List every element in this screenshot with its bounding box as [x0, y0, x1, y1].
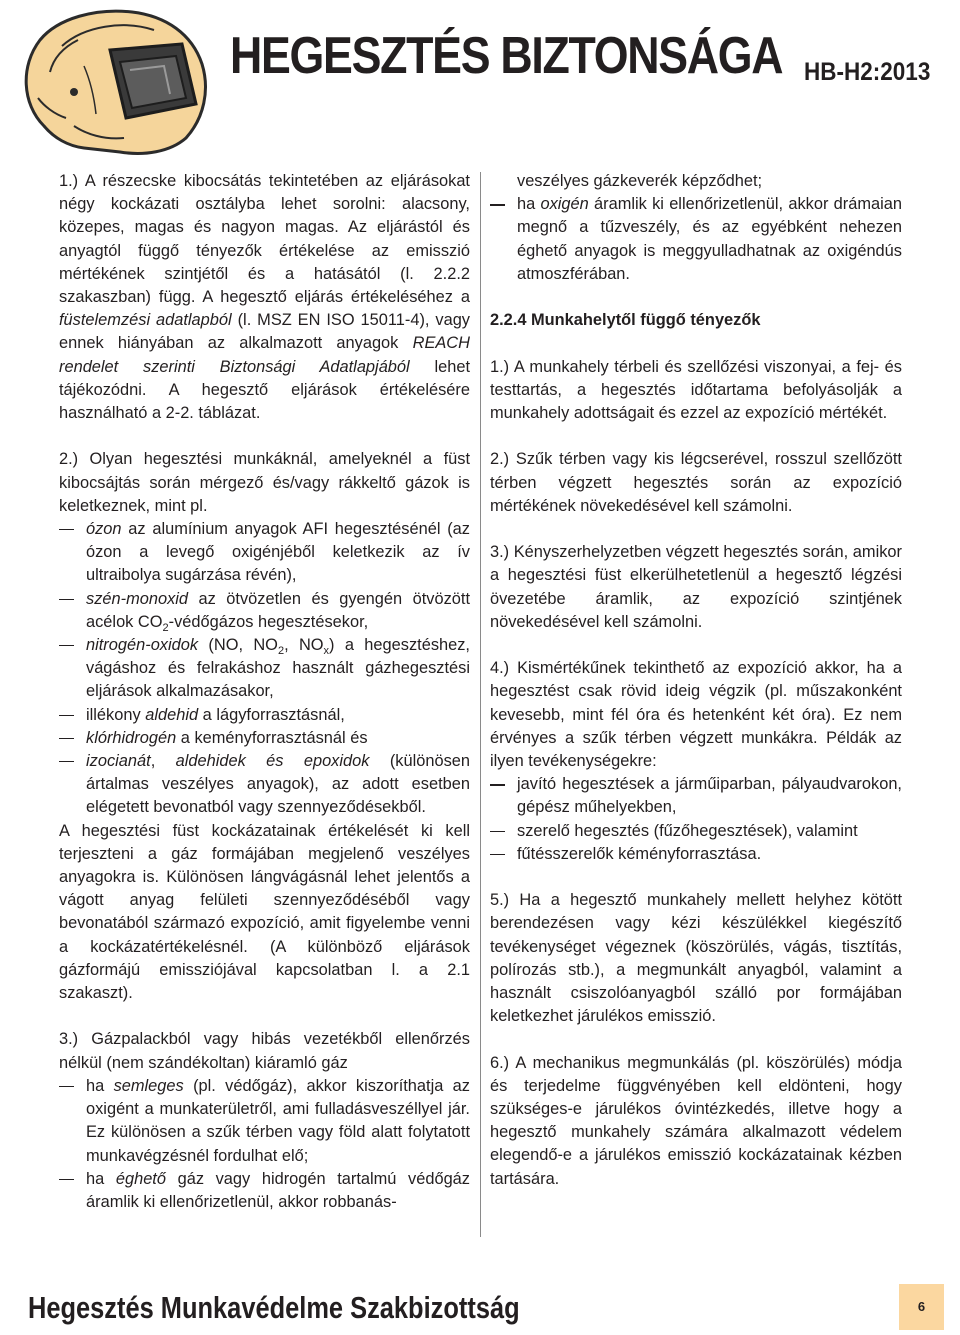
- list-item: szén-monoxid az ötvözetlen és gyengén ötvözött acélok $CO_2$-védőgázos hegesztésekor,: [59, 588, 470, 634]
- list-item: ha éghető gáz vagy hidrogén tartalmú védőgáz áramlik ki ellenőrizetlenül, akkor robbanás-: [59, 1168, 470, 1214]
- page-number: 6: [899, 1284, 944, 1330]
- paragraph-2: 2.) Olyan hegesztési munkáknál, amelyeknél a füst kibocsájtás során mérgező és/vagy rákkeltő gázok is keletkeznek, mint pl.: [59, 450, 470, 515]
- section-heading: 2.2.4 Munkahelytől függő tényezők: [490, 311, 761, 330]
- column-divider: [480, 172, 481, 1237]
- footer-organization: Hegesztés Munkavédelme Szakbizottság: [28, 1290, 520, 1325]
- continued-text: veszélyes gázkeverék képződhet;: [517, 172, 763, 190]
- paragraph-4: 4.) Kismértékűnek tekinthető az expozíció akkor, ha a hegesztést csak rövid ideig végzik (pl. műszakonként kevesebb, mint fél óra és hetenként két óra). Ez nem érvényes a szűk térben végzett munkákra. Példák az ilyen tevékenységekre:: [490, 659, 902, 770]
- paragraph-1: 1.) A részecske kibocsátás tekintetében az eljárásokat négy kockázati osztályba lehet sorolni: alacsony, közepes, magas és nagyon magas. Az eljárástól és anyagtól függő tényezők értékelése az emisszió mértékének szintjétől és a hatásától (l. 2.2.2 szakaszban) függ. A hegesztő eljárás értékeléséhez a füstelemzési adatlapból (l. MSZ EN ISO 15011-4), vagy ennek hiányában az alkalmazott anyagok REACH rendelet szerinti Biztonsági Adatlapjából lehet tájékozódni. A hegesztő eljárások értékelésére használható a 2-2. táblázat.: [59, 172, 471, 423]
- paragraph-5: 5.) Ha a hegesztő munkahely mellett helyhez kötött berendezésen vagy kézi készülékkel kiegészítő tevékenységet végeznek (köszörülés, vágás, tisztítás, polírozás stb.), a megmunkált anyagból, valamint a használt csiszolóanyagból szálló por formájában keletkezhet járulékos emisszió.: [490, 891, 902, 1026]
- paragraph-2: 2.) Szűk térben vagy kis légcserével, rosszul szellőzött térben végzett hegesztés során az expozíció mértékének növekedésével kell számolni.: [490, 450, 902, 515]
- list-item: ha semleges (pl. védőgáz), akkor kiszoríthatja az oxigént a munkaterületről, ami fulladásveszéllyel jár. Ez különösen a szűk térben vagy föld alatt folytatott munkavégzésnél fordulhat elő;: [59, 1075, 470, 1168]
- paragraph-1: 1.) A munkahely térbeli és szellőzési viszonyai, a fej- és testtartás, a hegesztés időtartama befolyásolják a munkahely adottságait és ezzel az expozíció mértékét.: [490, 357, 902, 422]
- list-item: klórhidrogén a keményforrasztásnál és: [59, 727, 470, 750]
- list-item: fűtésszerelők kéményforrasztása.: [490, 843, 902, 866]
- paragraph-4: 3.) Gázpalackból vagy hibás vezetékből ellenőrzés nélkül (nem szándékoltan) kiáramló gáz: [59, 1030, 470, 1072]
- list-item: javító hegesztések a járműiparban, pályaudvarokon, gépész műhelyekben,: [490, 773, 902, 819]
- paragraph-3: 3.) Kényszerhelyzetben végzett hegesztés során, amikor a hegesztési füst elkerülhetetlenül a hegesztő légzési övezetébe áramlik, az expozíció szintjének növekedésével kell számolni.: [490, 543, 902, 631]
- list-item: szerelő hegesztés (fűzőhegesztések), valamint: [490, 820, 902, 843]
- list-item: izocianát, aldehidek és epoxidok (különösen ártalmas veszélyes anyagok), az adott esetben elégetett bevonatból vagy szennyeződésekből.: [59, 750, 470, 820]
- left-column: [59, 170, 470, 1214]
- paragraph-6: 6.) A mechanikus megmunkálás (pl. köszörülés) módja és terjedelme függvényében kell eldönteni, hogy szükséges-e járulékos óvintézkedés, illetve hogy a hegesztő munkahely számára alkalmazott védelem elegendő-e a járulékos emisszió kockázatainak kézben tartására.: [490, 1053, 902, 1188]
- page-title: HEGESZTÉS BIZTONSÁGA: [230, 27, 783, 85]
- document-code: HB-H2:2013: [803, 58, 930, 86]
- list-item: nitrogén-oxidok (NO, $NO_2$, $NO_x$) a hegesztéshez, vágáshoz és felrakáshoz használt gázhegesztési eljárások alkalmazásakor,: [59, 634, 470, 704]
- paragraph-3: A hegesztési füst kockázatainak értékelését ki kell terjeszteni a gáz formájában megjelenő veszélyes anyagokra is. Különösen lángvágásnál lehet jelentős a vágott anyag felületi szennyeződéséből vagy bevonatából származó expozíció, amit figyelembe venni a kockázatértékelésnél. (A különböző eljárások gázformájú emissziójával kapcsolatban l. a 2.1 szakaszt).: [59, 821, 470, 1003]
- right-column: [490, 170, 902, 1191]
- welding-helmet-icon: [14, 6, 219, 156]
- list-item: ha oxigén áramlik ki ellenőrizetlenül, akkor drámaian megnő a tűzveszély, és az egyébként nehezen éghető anyagok is meggyulladhatnak az oxigéndús atmoszférában.: [490, 193, 902, 286]
- list-item: ózon az alumínium anyagok AFI hegesztésénél (az ózon a levegő oxigénjéből keletkezik az ív ultraibolya sugárzása révén),: [59, 518, 470, 588]
- list-item: illékony aldehid a lágyforrasztásnál,: [59, 704, 470, 727]
